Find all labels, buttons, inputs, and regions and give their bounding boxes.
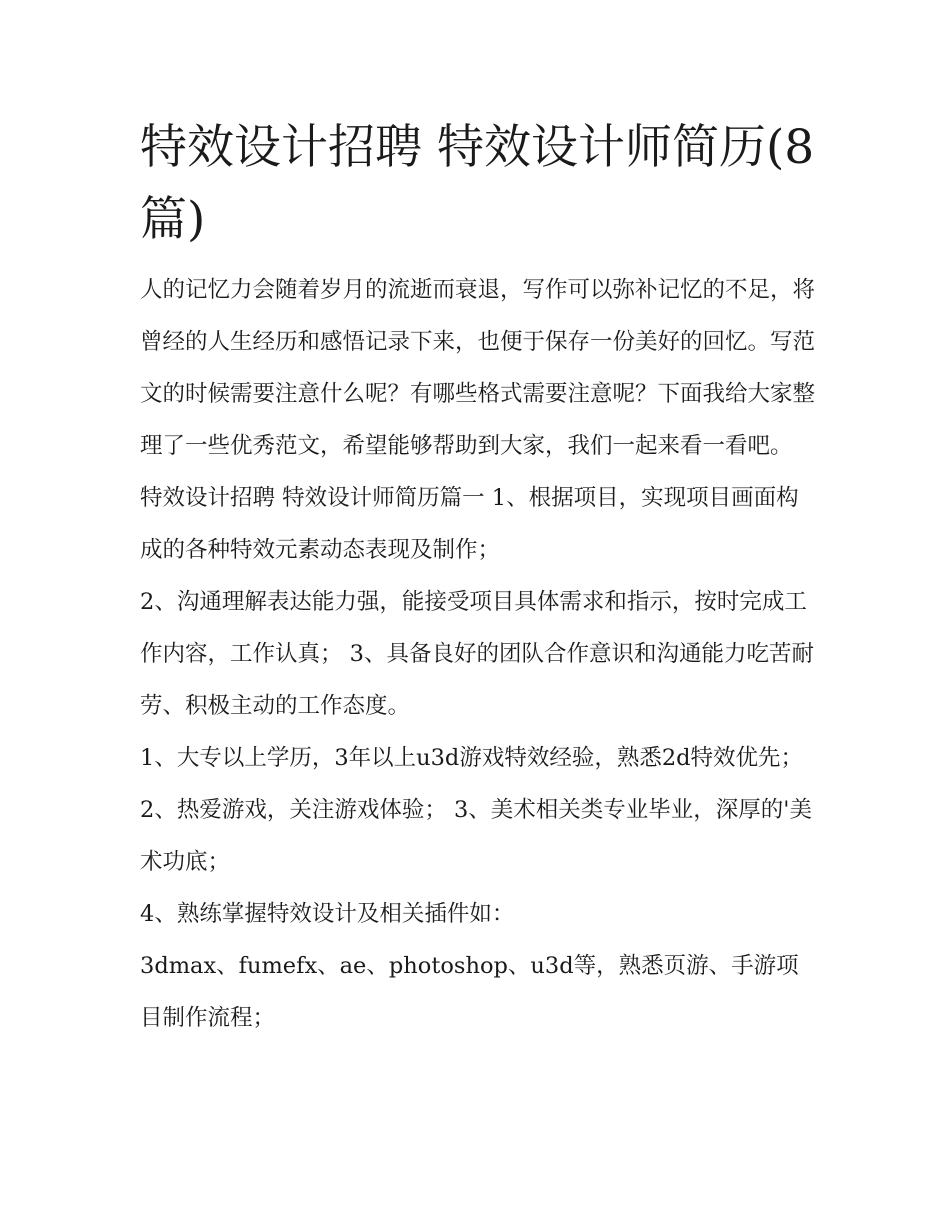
document-page (140, 112, 815, 1044)
paragraph-duty-2-3: 2、沟通理解表达能力强，能接受项目具体需求和指示，按时完成工作内容，工作认真； 3、具备良好的团队合作意识和沟通能力吃苦耐劳、积极主动的工作态度。 (140, 589, 814, 719)
paragraph-tools: 3dmax、fumefx、ae、photoshop、u3d等，熟悉页游、手游项目制作流程； (140, 953, 799, 1031)
paragraph-requirement-4: 4、熟练掌握特效设计及相关插件如： (140, 901, 515, 927)
paragraph-section-1: 特效设计招聘 特效设计师简历篇一 1、根据项目，实现项目画面构成的各种特效元素动态表现及制作； (140, 485, 799, 563)
paragraph-requirements: 1、大专以上学历，3年以上u3d游戏特效经验，熟悉2d特效优先； 2、热爱游戏，关注游戏体验； 3、美术相关类专业毕业，深厚的'美术功底； (140, 745, 812, 875)
document-title: 特效设计招聘 特效设计师简历(8篇) (140, 120, 815, 247)
paragraph-intro: 人的记忆力会随着岁月的流逝而衰退，写作可以弥补记忆的不足，将曾经的人生经历和感悟记录下来，也便于保存一份美好的回忆。写范文的时候需要注意什么呢？有哪些格式需要注意呢？下面我给大家整理了一些优秀范文，希望能够帮助到大家，我们一起来看一看吧。 (140, 277, 816, 459)
